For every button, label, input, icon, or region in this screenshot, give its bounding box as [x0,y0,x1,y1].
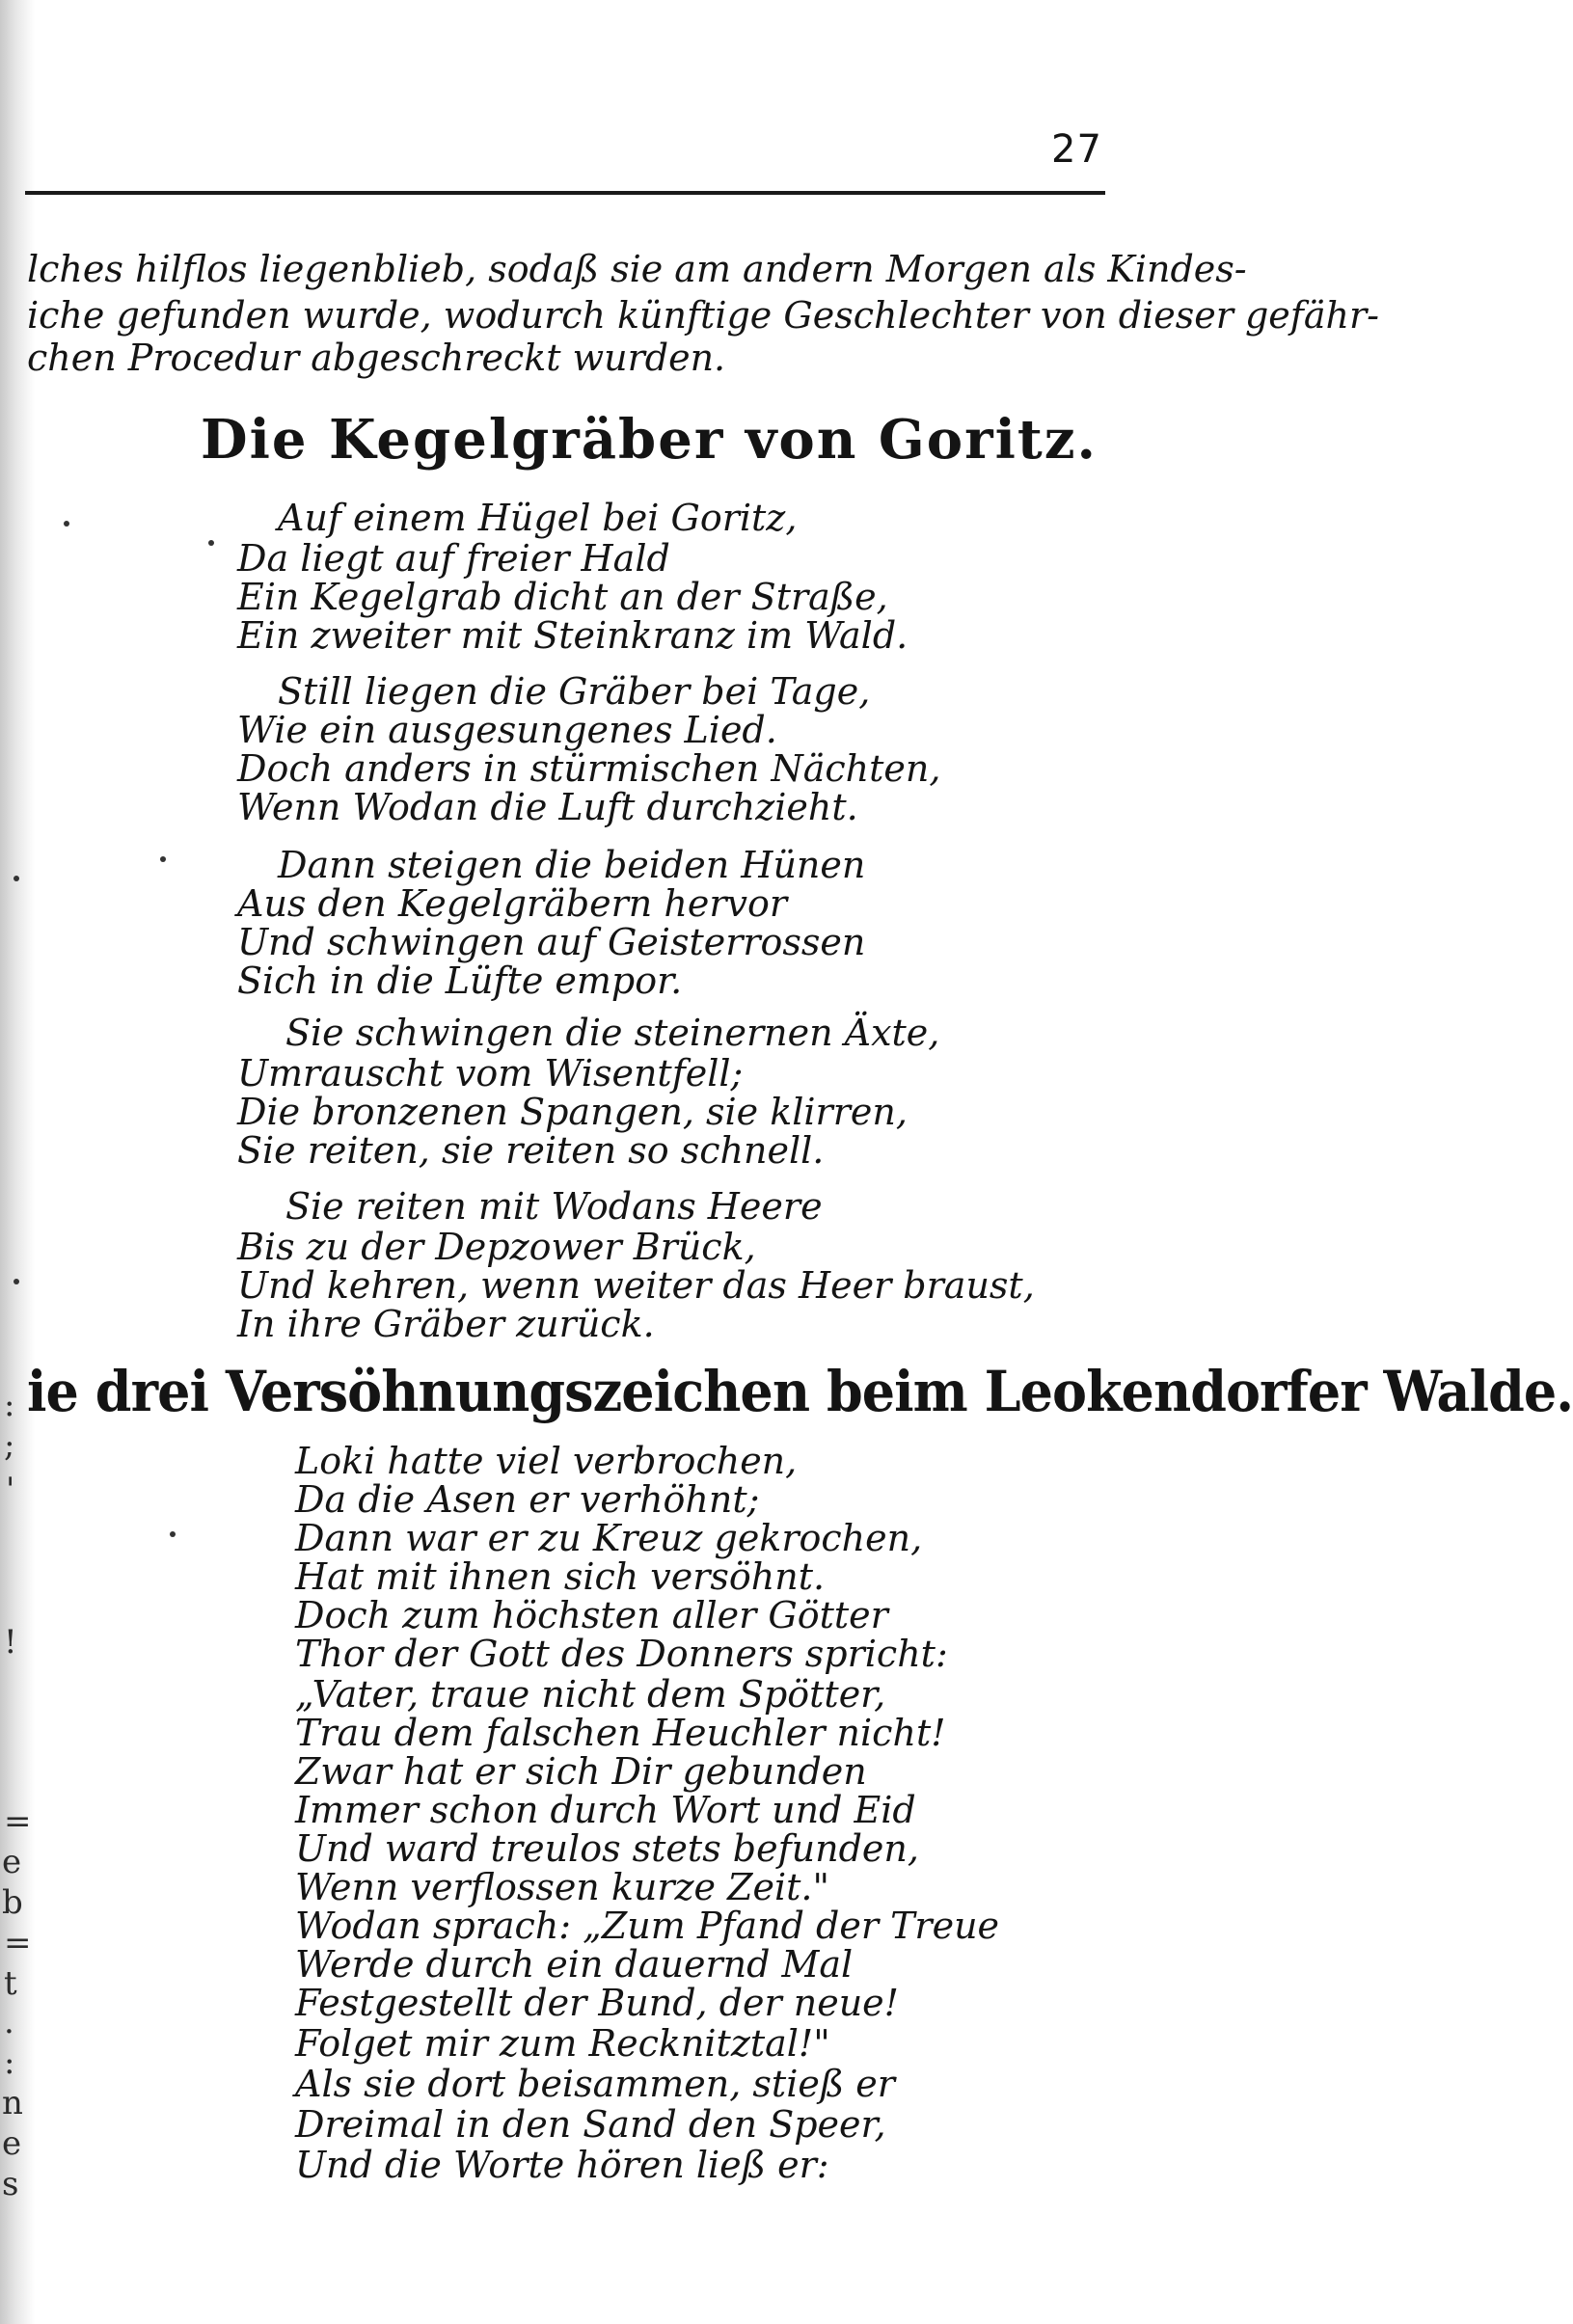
scan-speck [208,540,214,546]
intro-line: iche gefunden wurde, wodurch künftige Geschlechter von dieser gefähr- [27,294,1379,337]
margin-mark: ! [4,1623,17,1662]
page-number: 27 [1051,127,1102,172]
margin-mark: = [4,1924,32,1962]
section-title-kegelgraeber: Die Kegelgräber von Goritz. [201,408,1098,472]
poem-line: Ein Kegelgrab dicht an der Straße, [237,576,888,618]
poem-line: Zwar hat er sich Dir gebunden [295,1750,867,1793]
poem-line: „Vater, traue nicht dem Spötter, [295,1673,886,1716]
poem-line: Sie schwingen die steinernen Äxte, [285,1012,940,1054]
margin-mark: e [2,1843,22,1881]
poem-line: Wenn verflossen kurze Zeit." [295,1866,829,1908]
poem-line: Doch anders in stürmischen Nächten, [237,747,941,790]
poem-line: Hat mit ihnen sich versöhnt. [295,1555,826,1598]
poem-line: Dann war er zu Kreuz gekrochen, [295,1517,923,1559]
margin-mark: . [4,2003,14,2041]
scan-speck [170,1531,176,1537]
poem-line: Auf einem Hügel bei Goritz, [278,497,798,539]
poem-line: Die bronzenen Spangen, sie klirren, [237,1091,908,1133]
margin-mark: ' [6,1471,15,1509]
poem-line: Sie reiten mit Wodans Heere [285,1185,823,1228]
margin-mark: ; [4,1426,15,1465]
scan-speck [160,856,166,862]
margin-mark: : [4,1386,15,1424]
intro-line: chen Procedur abgeschreckt wurden. [27,337,726,379]
section-title-versoehnungszeichen: ie drei Versöhnungszeichen beim Leokendorfer Walde. [27,1359,1573,1424]
poem-line: Wodan sprach: „Zum Pfand der Treue [295,1905,1000,1947]
poem-line: Und ward treulos stets befunden, [295,1827,919,1870]
poem-line: Wie ein ausgesungenes Lied. [237,709,777,751]
poem-line: Ein zweiter mit Steinkranz im Wald. [237,614,909,657]
poem-line: Thor der Gott des Donners spricht: [295,1633,948,1675]
margin-mark: s [2,2165,19,2203]
poem-line: Und schwingen auf Geisterrossen [237,921,866,963]
poem-line: Und die Worte hören ließ er: [295,2144,829,2186]
scan-speck [64,521,69,527]
poem-line: Als sie dort beisammen, stieß er [295,2063,895,2105]
poem-line: Trau dem falschen Heuchler nicht! [295,1712,946,1754]
margin-mark: n [2,2084,23,2122]
poem-line: Aus den Kegelgräbern hervor [237,882,787,925]
margin-mark: = [4,1802,32,1841]
poem-line: Still liegen die Gräber bei Tage, [278,670,871,713]
poem-line: Sich in die Lüfte empor. [237,959,683,1002]
margin-mark: e [2,2124,22,2163]
poem-line: Da liegt auf freier Hald [237,537,670,580]
poem-line: Umrauscht vom Wisentfell; [237,1052,744,1094]
poem-line: Folget mir zum Recknitztal!" [295,2022,830,2065]
poem-line: Doch zum höchsten aller Götter [295,1594,888,1636]
margin-mark: b [2,1883,23,1922]
margin-mark: : [4,2043,15,2082]
poem-line: Bis zu der Depzower Brück, [237,1226,756,1268]
header-rule [25,191,1105,195]
poem-line: Sie reiten, sie reiten so schnell. [237,1129,825,1172]
poem-line: Werde durch ein dauernd Mal [295,1943,854,1986]
margin-mark: t [4,1964,17,2003]
poem-line: Dann steigen die beiden Hünen [278,844,866,886]
poem-line: Immer schon durch Wort und Eid [295,1789,916,1831]
poem-line: Festgestellt der Bund, der neue! [295,1982,899,2024]
intro-line: lches hilflos liegenblieb, sodaß sie am andern Morgen als Kindes- [27,248,1247,290]
poem-line: Wenn Wodan die Luft durchzieht. [237,786,858,828]
poem-line: Dreimal in den Sand den Speer, [295,2103,886,2146]
scan-speck [14,1279,19,1284]
poem-line: Und kehren, wenn weiter das Heer braust, [237,1264,1035,1307]
scan-speck [14,876,19,881]
poem-line: In ihre Gräber zurück. [237,1303,655,1345]
poem-line: Da die Asen er verhöhnt; [295,1478,760,1521]
poem-line: Loki hatte viel verbrochen, [295,1440,798,1482]
